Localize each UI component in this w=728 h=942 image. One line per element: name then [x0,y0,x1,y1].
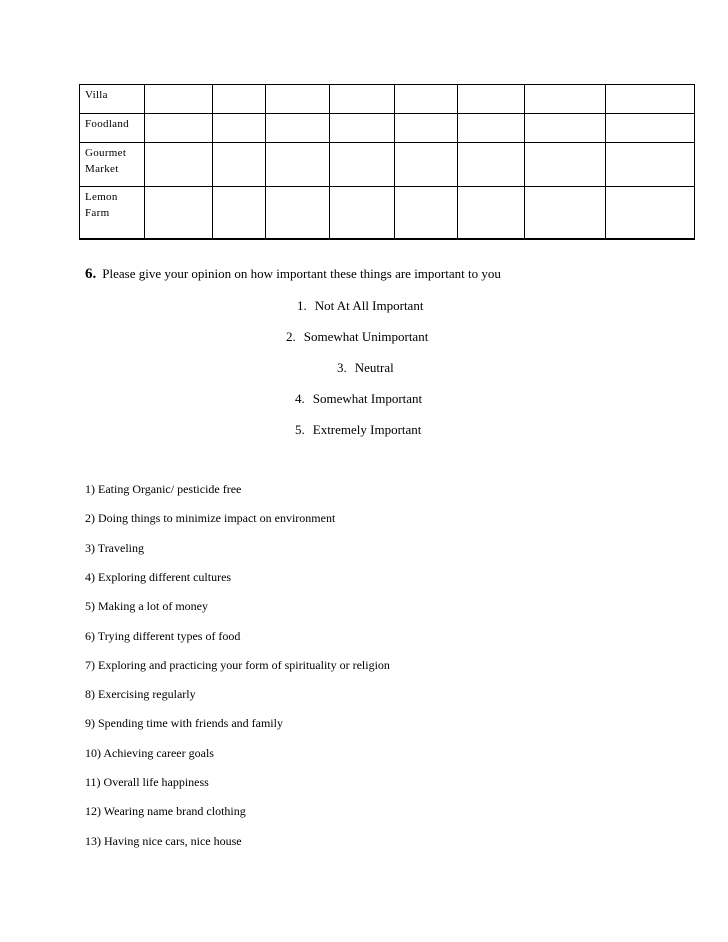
rating-cell[interactable] [145,143,213,187]
scale-number: 2. [286,329,296,344]
question-number: 6. [85,266,97,282]
rating-cell[interactable] [330,187,395,239]
scale-option-text [295,391,422,407]
rating-cell[interactable] [213,85,266,114]
scale-option-text [297,298,423,314]
rating-cell[interactable] [213,143,266,187]
list-item: 2) Doing things to minimize impact on environment [85,511,336,526]
rating-cell[interactable] [213,187,266,239]
scale-option-text [337,360,394,376]
scale-number: 3. [337,360,347,375]
rating-cell[interactable] [213,114,266,143]
retailer-name-line: Villa [85,89,108,101]
rating-cell[interactable] [606,85,695,114]
table-row [80,85,695,114]
scale-option-text [286,329,428,345]
retailer-name-line: Lemon [85,191,118,203]
rating-cell[interactable] [395,85,458,114]
list-item: 7) Exploring and practicing your form of spirituality or religion [85,657,390,672]
rating-cell[interactable] [395,187,458,239]
question-prompt: Please give your opinion on how important these things are important to you [102,266,501,281]
rating-cell[interactable] [525,143,606,187]
rating-cell[interactable] [266,114,330,143]
retailer-name-cell [80,143,145,187]
scale-number: 1. [297,298,307,313]
scale-label: Extremely Important [312,422,422,437]
list-item: 5) Making a lot of money [85,599,208,614]
list-item: 3) Traveling [85,540,145,555]
scale-number: 4. [295,391,305,406]
rating-cell[interactable] [266,187,330,239]
rating-cell[interactable] [395,143,458,187]
scale-label: Neutral [354,360,394,375]
table-row [80,114,695,143]
list-item: 11) Overall life happiness [85,775,209,789]
scale-number: 5. [295,422,305,437]
rating-cell[interactable] [525,85,606,114]
rating-cell[interactable] [395,114,458,143]
retailer-name-line: Foodland [85,118,129,130]
list-item: 4) Exploring different cultures [85,569,232,584]
scale-option-text [295,422,421,438]
rating-cell[interactable] [525,114,606,143]
retailer-rating-table [79,84,695,240]
scale-label: Not At All Important [314,298,424,313]
table-row [80,143,695,187]
retailer-name-cell [80,85,145,114]
rating-cell[interactable] [330,143,395,187]
rating-cell[interactable] [145,85,213,114]
rating-cell[interactable] [266,143,330,187]
list-item: 9) Spending time with friends and family [85,716,283,731]
rating-cell[interactable] [606,114,695,143]
scale-label: Somewhat Unimportant [303,329,429,344]
rating-cell[interactable] [525,187,606,239]
rating-cell[interactable] [458,114,525,143]
list-item: 1) Eating Organic/ pesticide free [85,482,242,496]
retailer-name-cell [80,114,145,143]
rating-cell[interactable] [606,143,695,187]
list-item: 12) Wearing name brand clothing [85,804,246,819]
retailer-name-line: Gourmet [85,147,127,159]
retailer-name-line: Farm [85,207,110,219]
rating-cell[interactable] [145,114,213,143]
rating-cell[interactable] [330,85,395,114]
list-item: 13) Having nice cars, nice house [85,833,242,848]
rating-cell[interactable] [458,143,525,187]
scale-label: Somewhat Important [312,391,423,406]
rating-cell[interactable] [330,114,395,143]
list-item: 8) Exercising regularly [85,687,196,702]
question-6-heading [85,266,501,283]
rating-cell[interactable] [606,187,695,239]
table-row [80,187,695,239]
retailer-name-line: Market [85,163,119,175]
rating-cell[interactable] [266,85,330,114]
list-item: 10) Achieving career goals [85,745,214,760]
list-item: 6) Trying different types of food [85,628,241,643]
retailer-name-cell [80,187,145,239]
rating-cell[interactable] [458,187,525,239]
rating-cell[interactable] [145,187,213,239]
rating-cell[interactable] [458,85,525,114]
